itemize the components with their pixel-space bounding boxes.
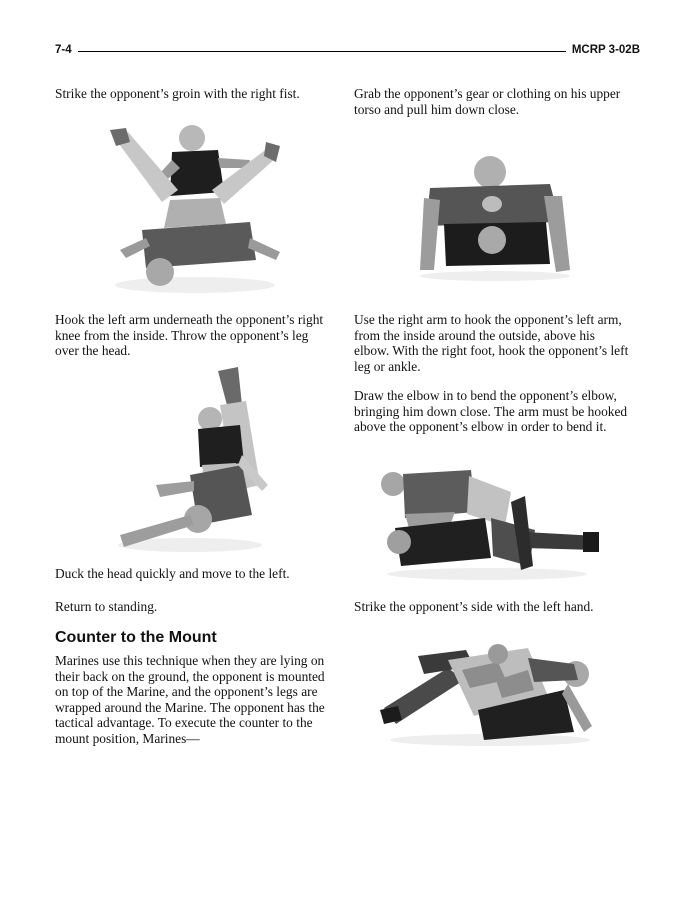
left-step-groin-strike: Strike the opponent’s groin with the right fist. — [55, 86, 300, 101]
left-step-return-standing: Return to standing. — [55, 599, 158, 614]
photo-elbow-bend — [375, 462, 600, 582]
photo-leg-over-head — [110, 365, 275, 555]
left-step-duck-head: Duck the head quickly and move to the left. — [55, 566, 290, 581]
section-heading: Counter to the Mount — [55, 629, 217, 646]
right-step-draw-elbow: Draw the elbow in to bend the opponent’s elbow, bringing him down close. The arm must be hooked above the opponent’s elbow in order to bend it. — [354, 388, 628, 435]
photo-strike-side — [378, 640, 603, 750]
left-step-hook-knee: Hook the left arm underneath the opponent’s right knee from the inside. Throw the opponent’s leg over the head. — [55, 312, 324, 359]
right-step-hook-arm: Use the right arm to hook the opponent’s left arm, from the inside around the outside, above his elbow. With the right foot, hook the opponent’s left leg or ankle. — [354, 312, 629, 374]
page-number: 7-4 — [55, 43, 78, 57]
publication-id: MCRP 3-02B — [566, 43, 640, 57]
counter-mount-intro: Marines use this technique when they are lying on their back on the ground, the opponent is mounted on top of the Marine, and the opponent’s legs are wrapped around the Marine. The opponent has the tactical advantage. To execute the counter to the mount position, Marines— — [55, 653, 325, 746]
photo-pull-down-close — [410, 152, 580, 282]
right-step-strike-side: Strike the opponent’s side with the left hand. — [354, 599, 594, 614]
right-step-grab-gear: Grab the opponent’s gear or clothing on his upper torso and pull him down close. — [354, 86, 621, 117]
photo-groin-strike — [100, 120, 290, 295]
running-header — [55, 43, 640, 59]
header-rule — [55, 51, 640, 52]
